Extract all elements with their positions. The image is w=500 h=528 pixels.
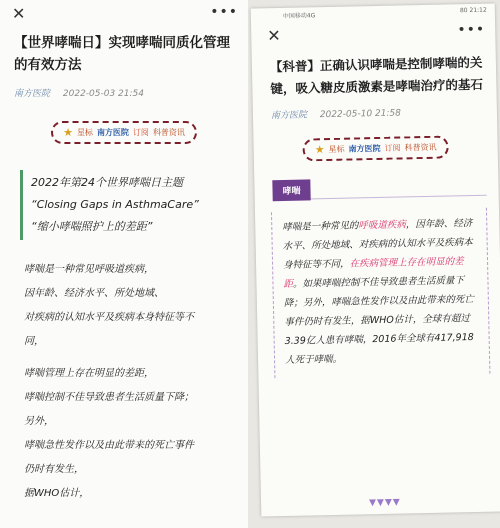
highlight-text: 呼吸道疾病 (358, 219, 406, 232)
article-text: ，因年龄、经济水平、所处地域、对疾病的认知水平及疾病本身特征等不同， (282, 218, 473, 271)
source-link[interactable]: 南方医院 (14, 89, 51, 99)
body-line: 哮喘急性发作以及由此带来的死亡事件 (24, 440, 194, 451)
quote-line: “Closing Gaps in AsthmaCare” (31, 198, 199, 211)
badge-tail: 科普资讯 (152, 128, 185, 137)
badge-org: 南方医院 (348, 143, 381, 154)
publish-date: 2022-05-03 21:54 (62, 89, 144, 99)
source-link[interactable]: 南方医院 (270, 110, 308, 122)
badge-subscribe: 订阅 (384, 143, 401, 153)
article-paragraph (282, 214, 481, 370)
decoration-icon: ▼▼▼▼ (368, 497, 401, 509)
close-icon[interactable]: ✕ (12, 4, 26, 23)
article-title: 【世界哮喘日】实现哮喘同质化管理的有效方法 (14, 35, 230, 73)
left-screenshot (0, 0, 248, 528)
article-text: 。如果哮喘控制不佳导致患者生活质量下降；另外，哮喘急性发作以及由此带来的死亡事件仍时有发生，据WHO估计，全球有超过3.39亿人患有哮喘，2016年全球有417,918人死于哮喘。 (283, 275, 474, 366)
body-line: 哮喘管理上存在明显的差距， (24, 368, 154, 379)
badge-subscribe: 订阅 (132, 128, 149, 137)
badge-prefix: 星标 (76, 128, 93, 137)
body-line: 因年龄、经济水平、所处地域、 (24, 288, 164, 299)
badge-prefix: 星标 (328, 144, 345, 155)
close-icon[interactable]: ✕ (267, 25, 281, 46)
right-screenshot (251, 4, 500, 517)
star-icon: ★ (314, 142, 325, 156)
badge-tail: 科普资讯 (404, 142, 437, 153)
subscribe-badge[interactable] (303, 135, 449, 161)
body-line: 另外， (24, 416, 54, 427)
top-bar (0, 0, 248, 32)
theme-quote (20, 170, 248, 240)
star-icon: ★ (63, 125, 73, 139)
subscribe-badge[interactable] (51, 121, 197, 144)
top-bar (251, 17, 496, 52)
body-line: 哮喘是一种常见呼吸道疾病， (24, 264, 154, 275)
article-body (271, 208, 490, 378)
badge-wrap (253, 134, 497, 162)
article-title: 【科普】正确认识哮喘是控制哮喘的关键，吸入糖皮质激素是哮喘治疗的基石 (269, 54, 484, 97)
section-header (272, 176, 486, 202)
section-tag: 哮喘 (272, 179, 310, 201)
article-meta (0, 76, 248, 99)
carrier-label: 中国移动4G (282, 12, 316, 20)
body-line: 哮喘控制不佳导致患者生活质量下降； (24, 392, 194, 403)
body-line: 对疾病的认知水平及疾病本身特征等不 (24, 312, 194, 323)
body-line: 仍时有发生， (24, 464, 84, 475)
quote-line: 2022年第24个世界哮喘日主题 (31, 176, 183, 189)
article-body (0, 240, 248, 506)
more-icon[interactable]: ••• (457, 21, 486, 39)
body-line: 同， (24, 336, 44, 347)
article-text: 哮喘是一种常见的 (282, 220, 359, 233)
status-time: 80 21:12 (459, 6, 487, 15)
publish-date: 2022-05-10 21:58 (319, 108, 402, 121)
quote-line: “缩小哮喘照护上的差距” (31, 220, 153, 233)
badge-wrap (0, 121, 248, 144)
body-line: 据WHO估计， (24, 488, 90, 499)
badge-org: 南方医院 (96, 128, 129, 137)
highlight-text: 在疾病管理上存在明显的差距 (283, 256, 464, 290)
more-icon[interactable]: ••• (210, 4, 238, 20)
